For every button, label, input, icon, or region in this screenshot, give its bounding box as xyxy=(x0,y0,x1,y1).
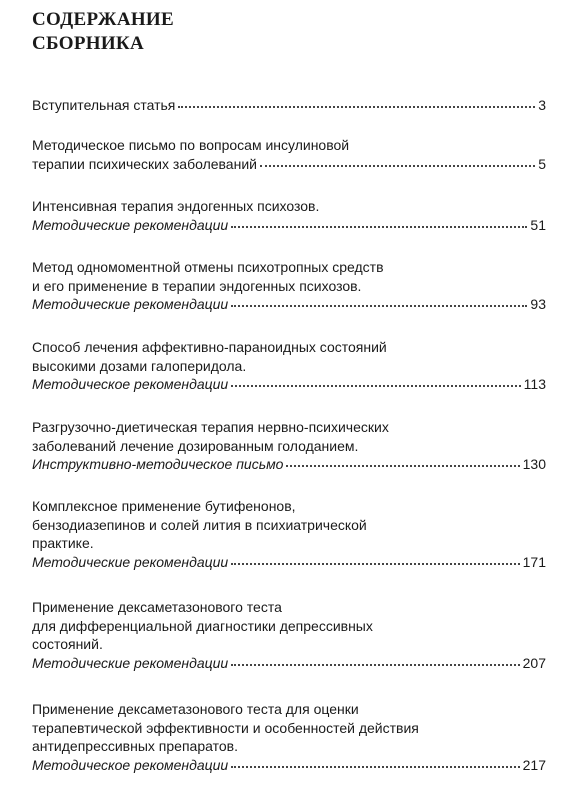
toc-entry-final-line xyxy=(32,756,546,775)
toc-entry-page-number: 171 xyxy=(522,553,546,570)
toc-entry-page-number: 113 xyxy=(523,376,546,393)
toc-entry-title-line: терапевтической эффективности и особенностей действия xyxy=(32,719,419,736)
toc-entry[interactable] xyxy=(32,197,546,234)
toc-entry[interactable] xyxy=(32,258,546,314)
toc-entry-title-line: Применение дексаметазонового теста для оценки xyxy=(32,701,359,717)
toc-entry-final-line xyxy=(32,96,546,115)
dot-leader xyxy=(231,304,527,307)
toc-heading xyxy=(32,8,174,56)
dot-leader xyxy=(260,164,535,167)
toc-entry-title-line: практике. xyxy=(32,535,94,552)
toc-entry[interactable] xyxy=(32,136,546,173)
toc-entry-page-number: 51 xyxy=(530,216,546,233)
toc-entry-title: Вступительная статья xyxy=(32,97,176,113)
toc-entry-subtitle: Методические рекомендации xyxy=(32,216,229,233)
toc-entry-page-number: 5 xyxy=(538,155,546,172)
toc-heading-line-2: СБОРНИКА xyxy=(32,33,144,54)
toc-entry-page-number: 207 xyxy=(522,654,546,671)
toc-entry-final-line xyxy=(32,155,546,174)
toc-entry-final-line xyxy=(32,375,546,394)
toc-entry-page-number: 93 xyxy=(530,296,546,313)
dot-leader xyxy=(286,464,519,467)
toc-entry[interactable] xyxy=(32,700,546,774)
toc-entry-title-line: бензодиазепинов и солей лития в психиатрической xyxy=(32,516,367,533)
toc-entry-title-line: Комплексное применение бутифенонов, xyxy=(32,498,296,514)
toc-entry-title-line: высокими дозами галоперидола. xyxy=(32,357,247,374)
dot-leader xyxy=(231,663,519,666)
toc-entry[interactable] xyxy=(32,497,546,571)
toc-entry-title-line: для дифференциальной диагностики депрессивных xyxy=(32,617,373,634)
toc-entry-title-line: Применение дексаметазонового теста xyxy=(32,599,282,615)
toc-entry[interactable] xyxy=(32,418,546,474)
toc-entry-title: терапии психических заболеваний xyxy=(32,155,257,172)
dot-leader xyxy=(231,384,520,387)
toc-entry-final-line xyxy=(32,553,546,572)
toc-entry-subtitle: Методическое рекомендации xyxy=(32,756,229,773)
toc-entry-title-line: Интенсивная терапия эндогенных психозов. xyxy=(32,198,320,214)
toc-entry[interactable] xyxy=(32,96,546,115)
toc-heading-line-1: СОДЕРЖАНИЕ xyxy=(32,9,174,30)
toc-entry-title-line: Методическое письмо по вопросам инсулиновой xyxy=(32,137,350,153)
toc-entry-title-line: Способ лечения аффективно-параноидных состояний xyxy=(32,339,387,355)
toc-entry-page-number: 217 xyxy=(522,756,546,773)
dot-leader xyxy=(231,225,527,228)
toc-entry-subtitle: Методическое рекомендации xyxy=(32,376,229,393)
toc-entry-subtitle: Методические рекомендации xyxy=(32,654,229,671)
dot-leader xyxy=(231,765,519,768)
toc-entry-page-number: 3 xyxy=(538,97,546,113)
toc-entry-subtitle: Методические рекомендации xyxy=(32,296,229,313)
dot-leader xyxy=(231,562,519,565)
toc-entry[interactable] xyxy=(32,338,546,394)
toc-entry-title-line: Разгрузочно-диетическая терапия нервно-психических xyxy=(32,419,389,435)
toc-entry-title-line: Метод одномоментной отмены психотропных средств xyxy=(32,259,384,275)
toc-entry-final-line xyxy=(32,216,546,235)
toc-entry-title-line: и его применение в терапии эндогенных психозов. xyxy=(32,277,362,294)
toc-entry-final-line xyxy=(32,654,546,673)
toc-entry-final-line xyxy=(32,295,546,314)
toc-entry[interactable] xyxy=(32,598,546,672)
toc-entry-final-line xyxy=(32,455,546,474)
toc-entry-subtitle: Инструктивно-методическое письмо xyxy=(32,456,284,473)
toc-entry-title-line: антидепрессивных препаратов. xyxy=(32,738,238,755)
toc-entry-title-line: состояний. xyxy=(32,636,103,653)
toc-entry-page-number: 130 xyxy=(522,456,546,473)
toc-entry-subtitle: Методические рекомендации xyxy=(32,553,229,570)
toc-entry-title-line: заболеваний лечение дозированным голоданием. xyxy=(32,437,359,454)
dot-leader xyxy=(178,105,535,108)
